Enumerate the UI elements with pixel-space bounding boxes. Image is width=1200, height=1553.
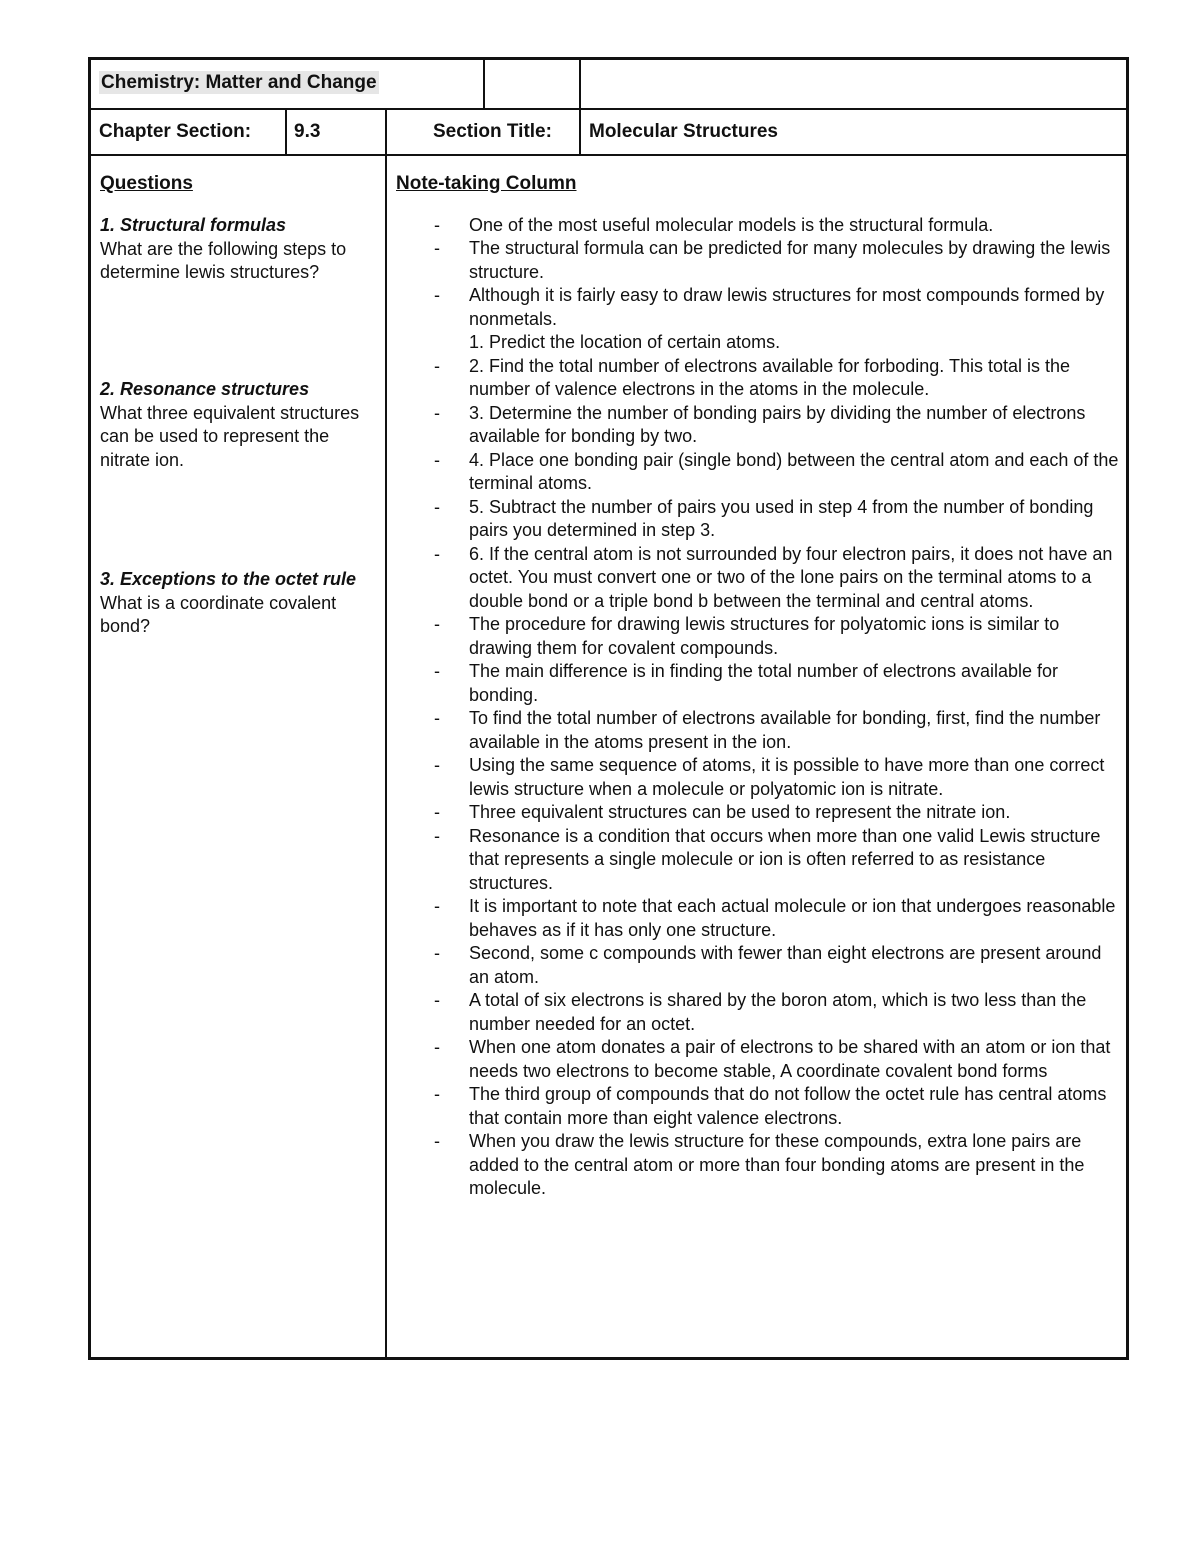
note-text: The main difference is in finding the total number of electrons available for bonding. xyxy=(469,661,1058,705)
note-item xyxy=(396,355,1124,402)
bullet-dash: - xyxy=(434,543,440,564)
note-text: Second, some c compounds with fewer than eight electrons are present around an atom. xyxy=(469,943,1102,987)
bullet-dash: - xyxy=(434,990,440,1010)
bullet-dash: - xyxy=(434,214,440,235)
row1-divider-a xyxy=(483,60,485,108)
note-item xyxy=(396,284,1124,331)
note-text: Although it is fairly easy to draw lewis structures for most compounds formed by nonmetals. xyxy=(469,285,1105,329)
bullet-dash: - xyxy=(434,285,440,305)
note-text: To find the total number of electrons available for bonding, first, find the number available in the atoms present in the ion. xyxy=(469,708,1101,752)
note-text: One of the most useful molecular models is the structural formula. xyxy=(469,214,994,235)
note-item xyxy=(396,1130,1124,1201)
note-item xyxy=(396,754,1124,801)
bullet-dash: - xyxy=(434,496,440,517)
note-item xyxy=(396,895,1124,942)
bullet-dash: - xyxy=(434,943,440,963)
note-item xyxy=(396,402,1124,449)
header-divider-1 xyxy=(91,108,1126,110)
notes-heading: Note-taking Column xyxy=(396,173,577,194)
bullet-dash: - xyxy=(434,825,440,846)
note-text: The procedure for drawing lewis structures for polyatomic ions is similar to drawing them for covalent compounds. xyxy=(469,614,1060,658)
question-body: What is a coordinate covalent bond? xyxy=(100,592,337,636)
section-title-label: Section Title: xyxy=(433,121,552,142)
note-item xyxy=(396,613,1124,660)
note-text: 6. If the central atom is not surrounded by four electron pairs, it does not have an octet. You must convert one or two of the lone pairs on the terminal atoms to a double bond or a triple bond b between the terminal and central atoms. xyxy=(469,543,1113,611)
chapter-section-value: 9.3 xyxy=(294,121,321,142)
note-item xyxy=(396,331,1124,355)
bullet-dash: - xyxy=(434,755,440,775)
note-item xyxy=(396,214,1124,238)
section-title-value: Molecular Structures xyxy=(589,121,778,142)
note-item xyxy=(396,237,1124,284)
note-text: 2. Find the total number of electrons available for forboding. This total is the number of valence electrons in the atoms in the molecule. xyxy=(469,355,1071,399)
question-title: 3. Exceptions to the octet rule xyxy=(100,569,357,589)
question-body: What three equivalent structures can be used to represent the nitrate ion. xyxy=(100,402,360,470)
note-item xyxy=(396,543,1124,614)
question-item xyxy=(100,568,375,639)
questions-column xyxy=(100,172,375,636)
note-item xyxy=(396,825,1124,896)
question-title: 1. Structural formulas xyxy=(100,215,287,235)
bullet-dash: - xyxy=(434,1131,440,1151)
bullet-dash: - xyxy=(434,238,440,258)
note-text: The third group of compounds that do not follow the octet rule has central atoms that contain more than eight valence electrons. xyxy=(469,1084,1107,1128)
question-item xyxy=(100,378,375,472)
note-item xyxy=(396,707,1124,754)
row1-divider-b xyxy=(579,60,581,108)
note-item xyxy=(396,660,1124,707)
note-text: When one atom donates a pair of electrons to be shared with an atom or ion that needs two electrons to become stable, A coordinate covalent bond forms xyxy=(469,1037,1111,1081)
note-text: 4. Place one bonding pair (single bond) between the central atom and each of the terminal atoms. xyxy=(469,449,1119,493)
bullet-dash: - xyxy=(434,708,440,728)
note-item xyxy=(396,449,1124,496)
bullet-dash: - xyxy=(434,896,440,916)
note-item xyxy=(396,496,1124,543)
bullet-dash: - xyxy=(434,1084,440,1104)
book-title-text: Chemistry: Matter and Change xyxy=(101,72,377,93)
note-item xyxy=(396,989,1124,1036)
question-item xyxy=(100,214,375,285)
note-text: It is important to note that each actual molecule or ion that undergoes reasonable behaves as if it has only one structure. xyxy=(469,896,1116,940)
bullet-dash: - xyxy=(434,402,440,423)
note-text: Three equivalent structures can be used to represent the nitrate ion. xyxy=(469,802,1011,822)
note-text: Using the same sequence of atoms, it is possible to have more than one correct lewis structure when a molecule or polyatomic ion is nitrate. xyxy=(469,755,1105,799)
note-text: 5. Subtract the number of pairs you used in step 4 from the number of bonding pairs you determined in step 3. xyxy=(469,496,1094,540)
note-item xyxy=(396,942,1124,989)
note-item xyxy=(396,801,1124,825)
question-title: 2. Resonance structures xyxy=(100,379,310,399)
bullet-dash: - xyxy=(434,661,440,681)
row2-divider-b xyxy=(579,108,581,154)
header-divider-2 xyxy=(91,154,1126,156)
bullet-dash: - xyxy=(434,449,440,470)
row2-divider-a xyxy=(285,108,287,154)
bullet-dash: - xyxy=(434,614,440,634)
note-text: Resonance is a condition that occurs when more than one valid Lewis structure that represents a single molecule or ion is often referred to as resistance structures. xyxy=(469,825,1101,893)
questions-heading: Questions xyxy=(100,173,193,194)
note-text: When you draw the lewis structure for these compounds, extra lone pairs are added to the central atom or more than four bonding atoms are present in the molecule. xyxy=(469,1131,1085,1198)
notes-column xyxy=(396,172,1124,1201)
cornell-notes-sheet xyxy=(88,57,1129,1360)
question-body: What are the following steps to determine lewis structures? xyxy=(100,238,347,282)
bullet-dash: - xyxy=(434,802,440,822)
note-text: The structural formula can be predicted for many molecules by drawing the lewis structure. xyxy=(469,238,1111,282)
note-text: 3. Determine the number of bonding pairs by dividing the number of electrons available for bonding by two. xyxy=(469,402,1086,446)
note-item xyxy=(396,1036,1124,1083)
note-text: 1. Predict the location of certain atoms. xyxy=(469,332,781,352)
bullet-dash: - xyxy=(434,355,440,376)
notes-list xyxy=(396,214,1124,1201)
note-item xyxy=(396,1083,1124,1130)
chapter-section-label: Chapter Section: xyxy=(99,121,252,142)
note-text: A total of six electrons is shared by the boron atom, which is two less than the number needed for an octet. xyxy=(469,990,1087,1034)
book-title xyxy=(99,72,379,94)
bullet-dash: - xyxy=(434,1037,440,1057)
column-divider xyxy=(385,108,387,1357)
